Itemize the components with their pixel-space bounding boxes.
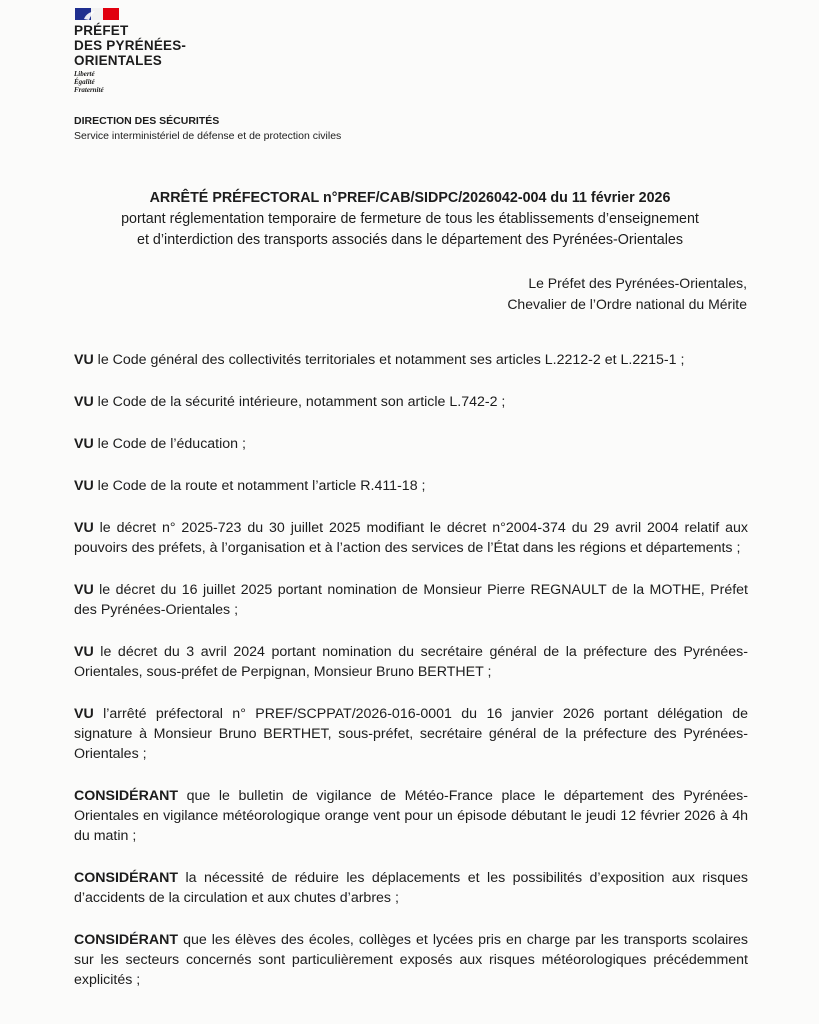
prefecture-logo [74, 8, 186, 94]
recital-paragraph [74, 786, 748, 846]
recital-paragraph [74, 930, 748, 990]
republic-motto [74, 70, 186, 94]
motto-line: Fraternité [74, 86, 104, 94]
decree-title-line: ARRÊTÉ PRÉFECTORAL n°PREF/CAB/SIDPC/2026042-004 du 11 février 2026 [149, 190, 671, 206]
signer-block [507, 273, 747, 315]
recital-paragraph [74, 350, 748, 370]
decree-subtitle-line: et d’interdiction des transports associés dans le département des Pyrénées-Orientales [137, 232, 683, 248]
decree-body [74, 350, 748, 1012]
recital-text: la nécessité de réduire les déplacements et les possibilités d’exposition aux risques d’accidents de la circulation et aux chutes d’arbres ; [74, 870, 748, 906]
recital-keyword: VU [74, 352, 94, 368]
marianne-icon [80, 8, 96, 20]
institution-line: ORIENTALES [74, 53, 163, 68]
recital-paragraph [74, 704, 748, 764]
recital-text: le décret du 3 avril 2024 portant nomination du secrétaire général de la préfecture des Pyrénées-Orientales, sous-préfet de Perpignan, Monsieur Bruno BERTHET ; [74, 644, 748, 680]
institution-name [74, 23, 186, 68]
direction-name: DIRECTION DES SÉCURITÉS [74, 115, 220, 127]
institution-line: DES PYRÉNÉES- [74, 38, 187, 53]
recital-keyword: VU [74, 394, 94, 410]
recital-keyword: VU [74, 644, 94, 660]
recital-keyword: CONSIDÉRANT [74, 788, 179, 804]
recital-paragraph [74, 868, 748, 908]
recital-text: l’arrêté préfectoral n° PREF/SCPPAT/2026-016-0001 du 16 janvier 2026 portant délégation de signature à Monsieur Bruno BERTHET, sous-préfet, secrétaire général de la préfecture des Pyrénées-Orientales ; [74, 706, 748, 762]
recital-keyword: VU [74, 436, 94, 452]
recital-text: que le bulletin de vigilance de Météo-France place le département des Pyrénées-Orientales en vigilance météorologique orange vent pour un épisode débutant le jeudi 12 février 2026 à 4h du matin ; [74, 788, 748, 844]
recital-paragraph [74, 518, 748, 558]
recital-paragraph [74, 392, 748, 412]
recital-text: le décret n° 2025-723 du 30 juillet 2025 modifiant le décret n°2004-374 du 29 avril 2004 relatif aux pouvoirs des préfets, à l’organisation et à l’action des services de l’État dans les régions et départements ; [74, 520, 748, 556]
recital-text: le décret du 16 juillet 2025 portant nomination de Monsieur Pierre REGNAULT de la MOTHE, Préfet des Pyrénées-Orientales ; [74, 582, 748, 618]
signer-title: Le Préfet des Pyrénées-Orientales, [528, 275, 747, 291]
recital-paragraph [74, 580, 748, 620]
recital-text: le Code de la sécurité intérieure, notamment son article L.742-2 ; [93, 394, 506, 410]
recital-text: que les élèves des écoles, collèges et lycées pris en charge par les transports scolaires sur les secteurs concernés sont particulièrement exposés aux risques météorologiques précédemment explicités ; [74, 932, 748, 988]
issuing-service [74, 114, 341, 144]
decree-title [60, 188, 760, 251]
recital-paragraph [74, 476, 748, 496]
service-name: Service interministériel de défense et de protection civiles [74, 130, 342, 142]
recital-keyword: CONSIDÉRANT [74, 932, 179, 948]
recital-keyword: CONSIDÉRANT [74, 870, 179, 886]
recital-paragraph [74, 642, 748, 682]
recital-keyword: VU [74, 520, 94, 536]
institution-line: PRÉFET [74, 23, 129, 38]
decree-subtitle-line: portant réglementation temporaire de fermeture de tous les établissements d’enseignement [121, 211, 699, 227]
recital-keyword: VU [74, 478, 94, 494]
recital-keyword: VU [74, 706, 94, 722]
recital-text: le Code de la route et notamment l’article R.411-18 ; [93, 478, 426, 494]
recital-text: le Code de l’éducation ; [93, 436, 246, 452]
recital-paragraph [74, 434, 748, 454]
signer-distinction: Chevalier de l’Ordre national du Mérite [507, 296, 747, 312]
motto-line: Égalité [74, 78, 95, 86]
recital-keyword: VU [74, 582, 94, 598]
motto-line: Liberté [74, 70, 95, 78]
recital-text: le Code général des collectivités territoriales et notamment ses articles L.2212-2 et L.2215-1 ; [93, 352, 685, 368]
